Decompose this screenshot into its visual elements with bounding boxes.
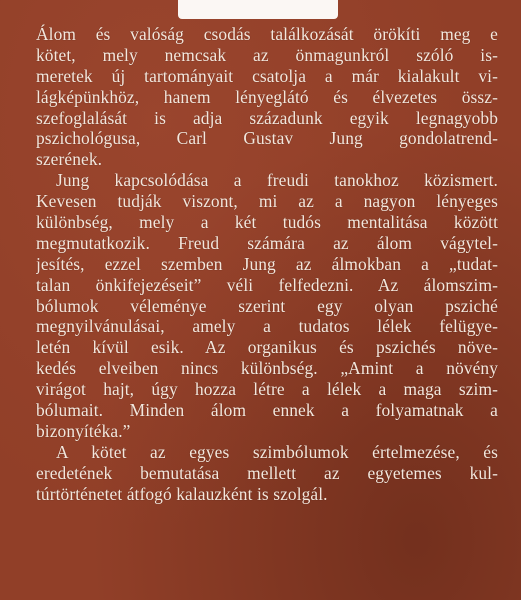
blurb-line: Kevesen tudják viszont, mi az a nagyon lényeges [36, 191, 498, 212]
blurb-line: túrtörténetet átfogó kalauzként is szolgál. [36, 483, 328, 504]
blurb-line: meretek új tartományait csatolja a már kialakult vi- [36, 65, 498, 86]
blurb-line: jesítés, ezzel szemben Jung az álmokban a „tudat- [36, 253, 498, 274]
blurb-line: A kötet az egyes szimbólumok értelmezése, és [56, 441, 498, 462]
blurb-line: eredetének bemutatása mellett az egyetemes kul- [36, 462, 498, 483]
blurb-line: megmutatkozik. Freud számára az álom vágytel- [36, 232, 498, 253]
blurb-line: Álom és valóság csodás találkozását örökíti meg e [36, 24, 498, 44]
blurb-line: letén kívül esik. Az organikus és pszichés növe- [36, 337, 498, 358]
blurb-line: Jung kapcsolódása a freudi tanokhoz közismert. [56, 170, 498, 191]
blurb-text [36, 24, 498, 504]
blurb-line: megnyilvánulásai, amely a tudatos lélek felügye- [36, 316, 498, 337]
blurb-line: bólumok véleménye szerint egy olyan psziché [36, 295, 498, 316]
blurb-line: bólumait. Minden álom ennek a folyamatnak a [36, 400, 498, 421]
blurb-line: kötet, mely nemcsak az önmagunkról szóló is- [36, 44, 498, 65]
blurb-line: talan önkifejezéseit” véli felfedezni. Az álomszim- [36, 274, 498, 295]
blurb-line: virágot hajt, úgy hozza létre a lélek a maga szim- [36, 379, 498, 400]
blurb-line: bizonyítéka.” [36, 420, 131, 441]
blurb-line: különbség, mely a két tudós mentalitása között [36, 212, 498, 233]
blurb-line: kedés elveiben nincs különbség. „Amint a növény [36, 358, 498, 379]
white-label-tab [178, 0, 338, 19]
blurb-line: pszichológusa, Carl Gustav Jung gondolatrend- [36, 128, 498, 149]
blurb-line: lágképünkhöz, hanem lényeglátó és élvezetes össz- [36, 86, 498, 107]
blurb-line: szefoglalását is adja századunk egyik legnagyobb [36, 107, 498, 128]
blurb-line: szerének. [36, 149, 103, 170]
